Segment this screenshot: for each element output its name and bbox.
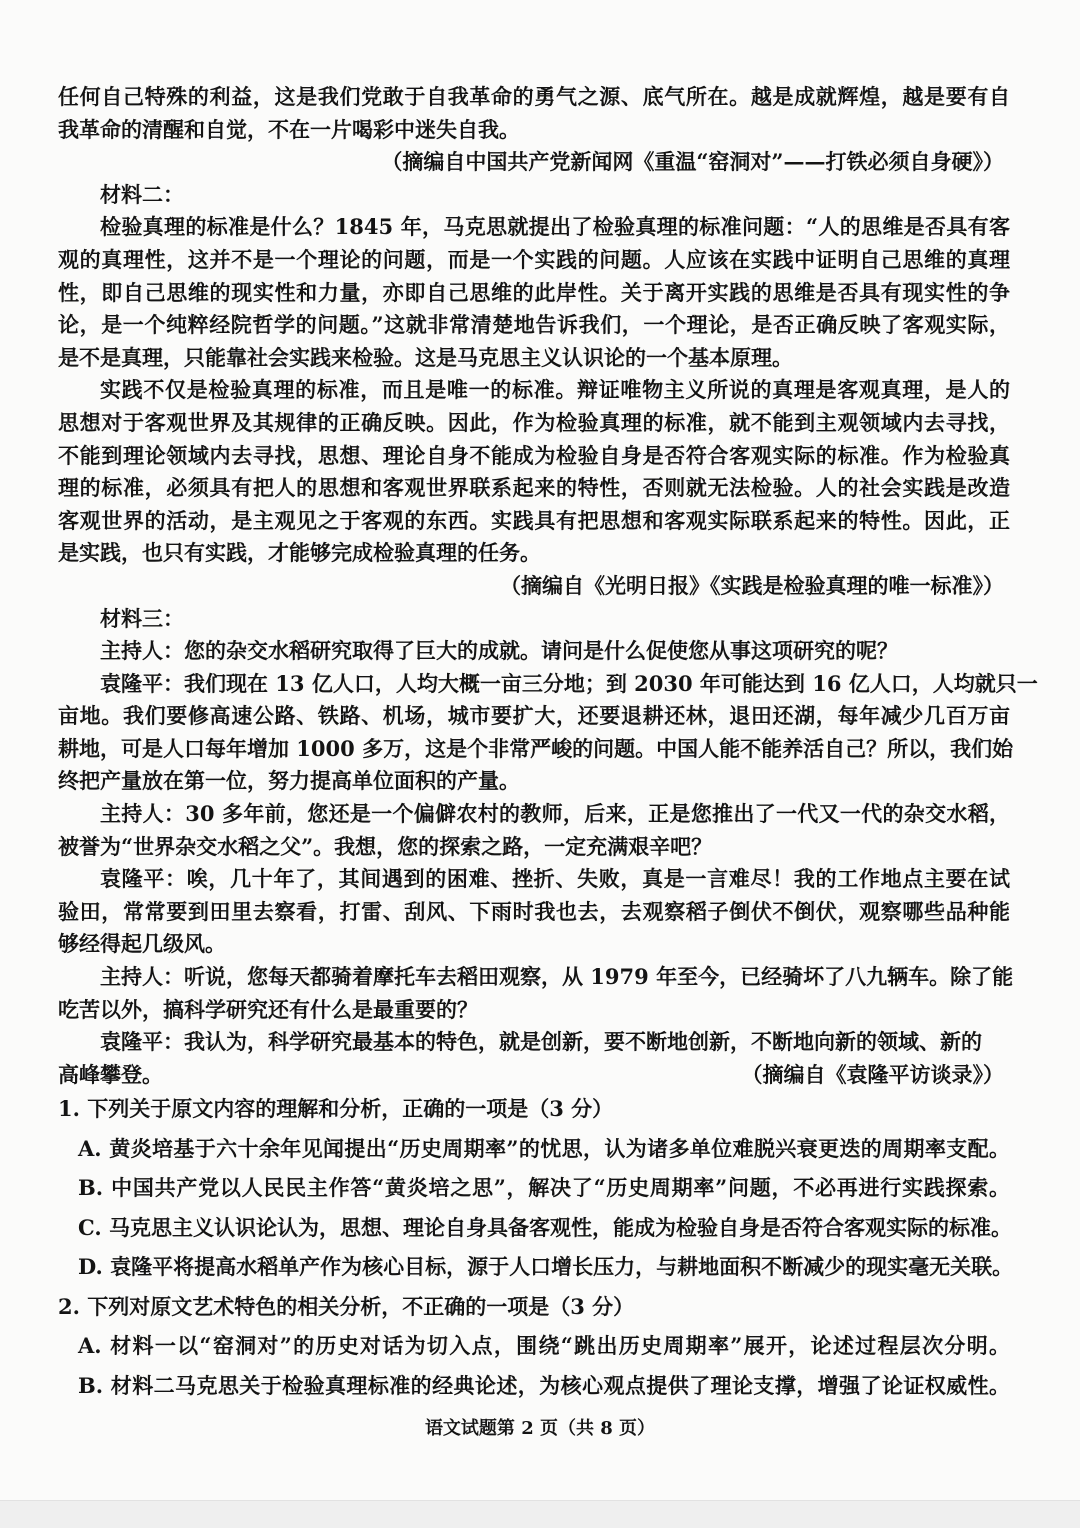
- questions-section: [58, 1089, 1014, 1405]
- text-line: 实践不仅是检验真理的标准，而且是唯一的标准。辩证唯物主义所说的真理是客观真理，是人的: [100, 377, 1010, 403]
- text-line: 不能到理论领域内去寻找，思想、理论自身不能成为检验自身是否符合客观实际的标准。作为检验真: [58, 442, 1010, 468]
- source-citation: （摘编自《袁隆平访谈录》）: [741, 1061, 1004, 1087]
- document-body: [58, 81, 1038, 1091]
- text-line: 被誉为“世界杂交水稻之父”。我想，您的探索之路，一定充满艰辛吧？: [58, 833, 713, 859]
- page-footer: 语文试题第 2 页（共 8 页）: [424, 1418, 656, 1439]
- paragraph: [58, 635, 1010, 668]
- paragraph: [58, 961, 1014, 1026]
- text-line: 我革命的清醒和自觉，不在一片喝彩中迷失自我。: [58, 116, 520, 142]
- text-line-with-citation: [58, 1059, 1010, 1092]
- text-line: 是实践，也只有实践，才能够完成检验真理的任务。: [58, 540, 541, 566]
- source-citation: （摘编自中国共产党新闻网《重温“窑洞对”——打铁必须自身硬》）: [381, 149, 1004, 175]
- text-line: 主持人：30 多年前，您还是一个偏僻农村的教师，后来，正是您推出了一代又一代的杂交水稻，: [100, 801, 1010, 827]
- source-citation: （摘编自《光明日报》《实践是检验真理的唯一标准》）: [500, 572, 1004, 598]
- text-line: 检验真理的标准是什么？1845 年，马克思就提出了检验真理的标准问题：“人的思维是否具有客: [100, 214, 1010, 240]
- answer-option: D. 袁隆平将提高水稻单产作为核心目标，源于人口增长压力，与耕地面积不断减少的现实毫无关联。: [78, 1254, 1014, 1279]
- text-line: 思想对于客观世界及其规律的正确反映。因此，作为检验真理的标准，就不能到主观领域内去寻找，: [58, 409, 1010, 435]
- text-line: 客观世界的活动，是主观见之于客观的东西。实践具有把思想和客观实际联系起来的特性。因此，正: [58, 507, 1010, 533]
- text-line: 主持人：听说，您每天都骑着摩托车去稻田观察，从 1979 年至今，已经骑坏了八九辆车。除了能: [100, 964, 1014, 990]
- question-stem: 2. 下列对原文艺术特色的相关分析，不正确的一项是（3 分）: [58, 1293, 635, 1319]
- text-line: 高峰攀登。: [58, 1061, 163, 1087]
- answer-option: B. 中国共产党以人民民主作答“黄炎培之思”，解决了“历史周期率”问题，不必再进行实践探索。: [78, 1175, 1010, 1200]
- text-line: 袁隆平：唉，几十年了，其间遇到的困难、挫折、失败，真是一言难尽！我的工作地点主要在试: [100, 866, 1010, 892]
- answer-option: A. 黄炎培基于六十余年见闻提出“历史周期率”的忧思，认为诸多单位难脱兴衰更迭的周期率支配。: [78, 1135, 1010, 1161]
- text-line: 耕地，可是人口每年增加 1000 多万，这是个非常严峻的问题。中国人能不能养活自己？所以，我们始: [58, 735, 1014, 761]
- text-line: 理的标准，必须具有把人的思想和客观世界联系起来的特性，否则就无法检验。人的社会实践是改造: [58, 475, 1010, 501]
- bottom-margin: [0, 1500, 1080, 1528]
- text-line: 够经得起几级风。: [58, 931, 226, 957]
- text-line: 吃苦以外，搞科学研究还有什么是最重要的？: [58, 996, 478, 1022]
- paragraph: [58, 1026, 1010, 1059]
- paragraph: [58, 668, 1038, 798]
- question: [58, 1089, 1014, 1287]
- text-line: 论，是一个纯粹经院哲学的问题。”这就非常清楚地告诉我们，一个理论，是否正确反映了客观实际，: [58, 312, 1010, 338]
- paragraph: [58, 374, 1010, 570]
- text-line: 是不是真理，只能靠社会实践来检验。这是马克思主义认识论的一个基本原理。: [58, 344, 793, 370]
- text-line: 终把产量放在第一位，努力提高单位面积的产量。: [58, 768, 520, 794]
- text-line: 袁隆平：我认为，科学研究最基本的特色，就是创新，要不断地创新，不断地向新的领域、新的: [100, 1029, 982, 1055]
- question-stem: 1. 下列关于原文内容的理解和分析，正确的一项是（3 分）: [58, 1096, 614, 1121]
- paragraph: [58, 798, 1010, 863]
- text-line: 验田，常常要到田里去察看，打雷、刮风、下雨时我也去，去观察稻子倒伏不倒伏，观察哪些品种能: [58, 898, 1010, 924]
- paragraph: [58, 81, 1010, 146]
- answer-option: C. 马克思主义认识论认为，思想、理论自身具备客观性，能成为检验自身是否符合客观实际的标准。: [78, 1214, 1012, 1240]
- text-line: 任何自己特殊的利益，这是我们党敢于自我革命的勇气之源、底气所在。越是成就辉煌，越是要有自: [58, 84, 1010, 109]
- paragraph: [58, 863, 1010, 961]
- text-line: 性，即自己思维的现实性和力量，亦即自己思维的此岸性。关于离开实践的思维是否具有现实性的争: [58, 279, 1010, 305]
- paragraph: [58, 211, 1010, 374]
- answer-option: B. 材料二马克思关于检验真理标准的经典论述，为核心观点提供了理论支撑，增强了论证权威性。: [78, 1372, 1010, 1398]
- text-line: 袁隆平：我们现在 13 亿人口，人均大概一亩三分地；到 2030 年可能达到 16 亿人口，人均就只一: [100, 670, 1038, 696]
- answer-option: A. 材料一以“窑洞对”的历史对话为切入点，围绕“跳出历史周期率”展开，论述过程层次分明。: [78, 1333, 1010, 1358]
- question: [58, 1287, 1010, 1406]
- text-line: 观的真理性，这并不是一个理论的问题，而是一个实践的问题。人应该在实践中证明自己思维的真理: [58, 246, 1010, 272]
- text-line: 主持人：您的杂交水稻研究取得了巨大的成就。请问是什么促使您从事这项研究的呢？: [100, 638, 898, 664]
- text-line: 亩地。我们要修高速公路、铁路、机场，城市要扩大，还要退耕还林，退田还湖，每年减少几百万亩: [58, 703, 1010, 729]
- section-heading: 材料三：: [100, 605, 184, 631]
- section-heading: 材料二：: [100, 181, 184, 207]
